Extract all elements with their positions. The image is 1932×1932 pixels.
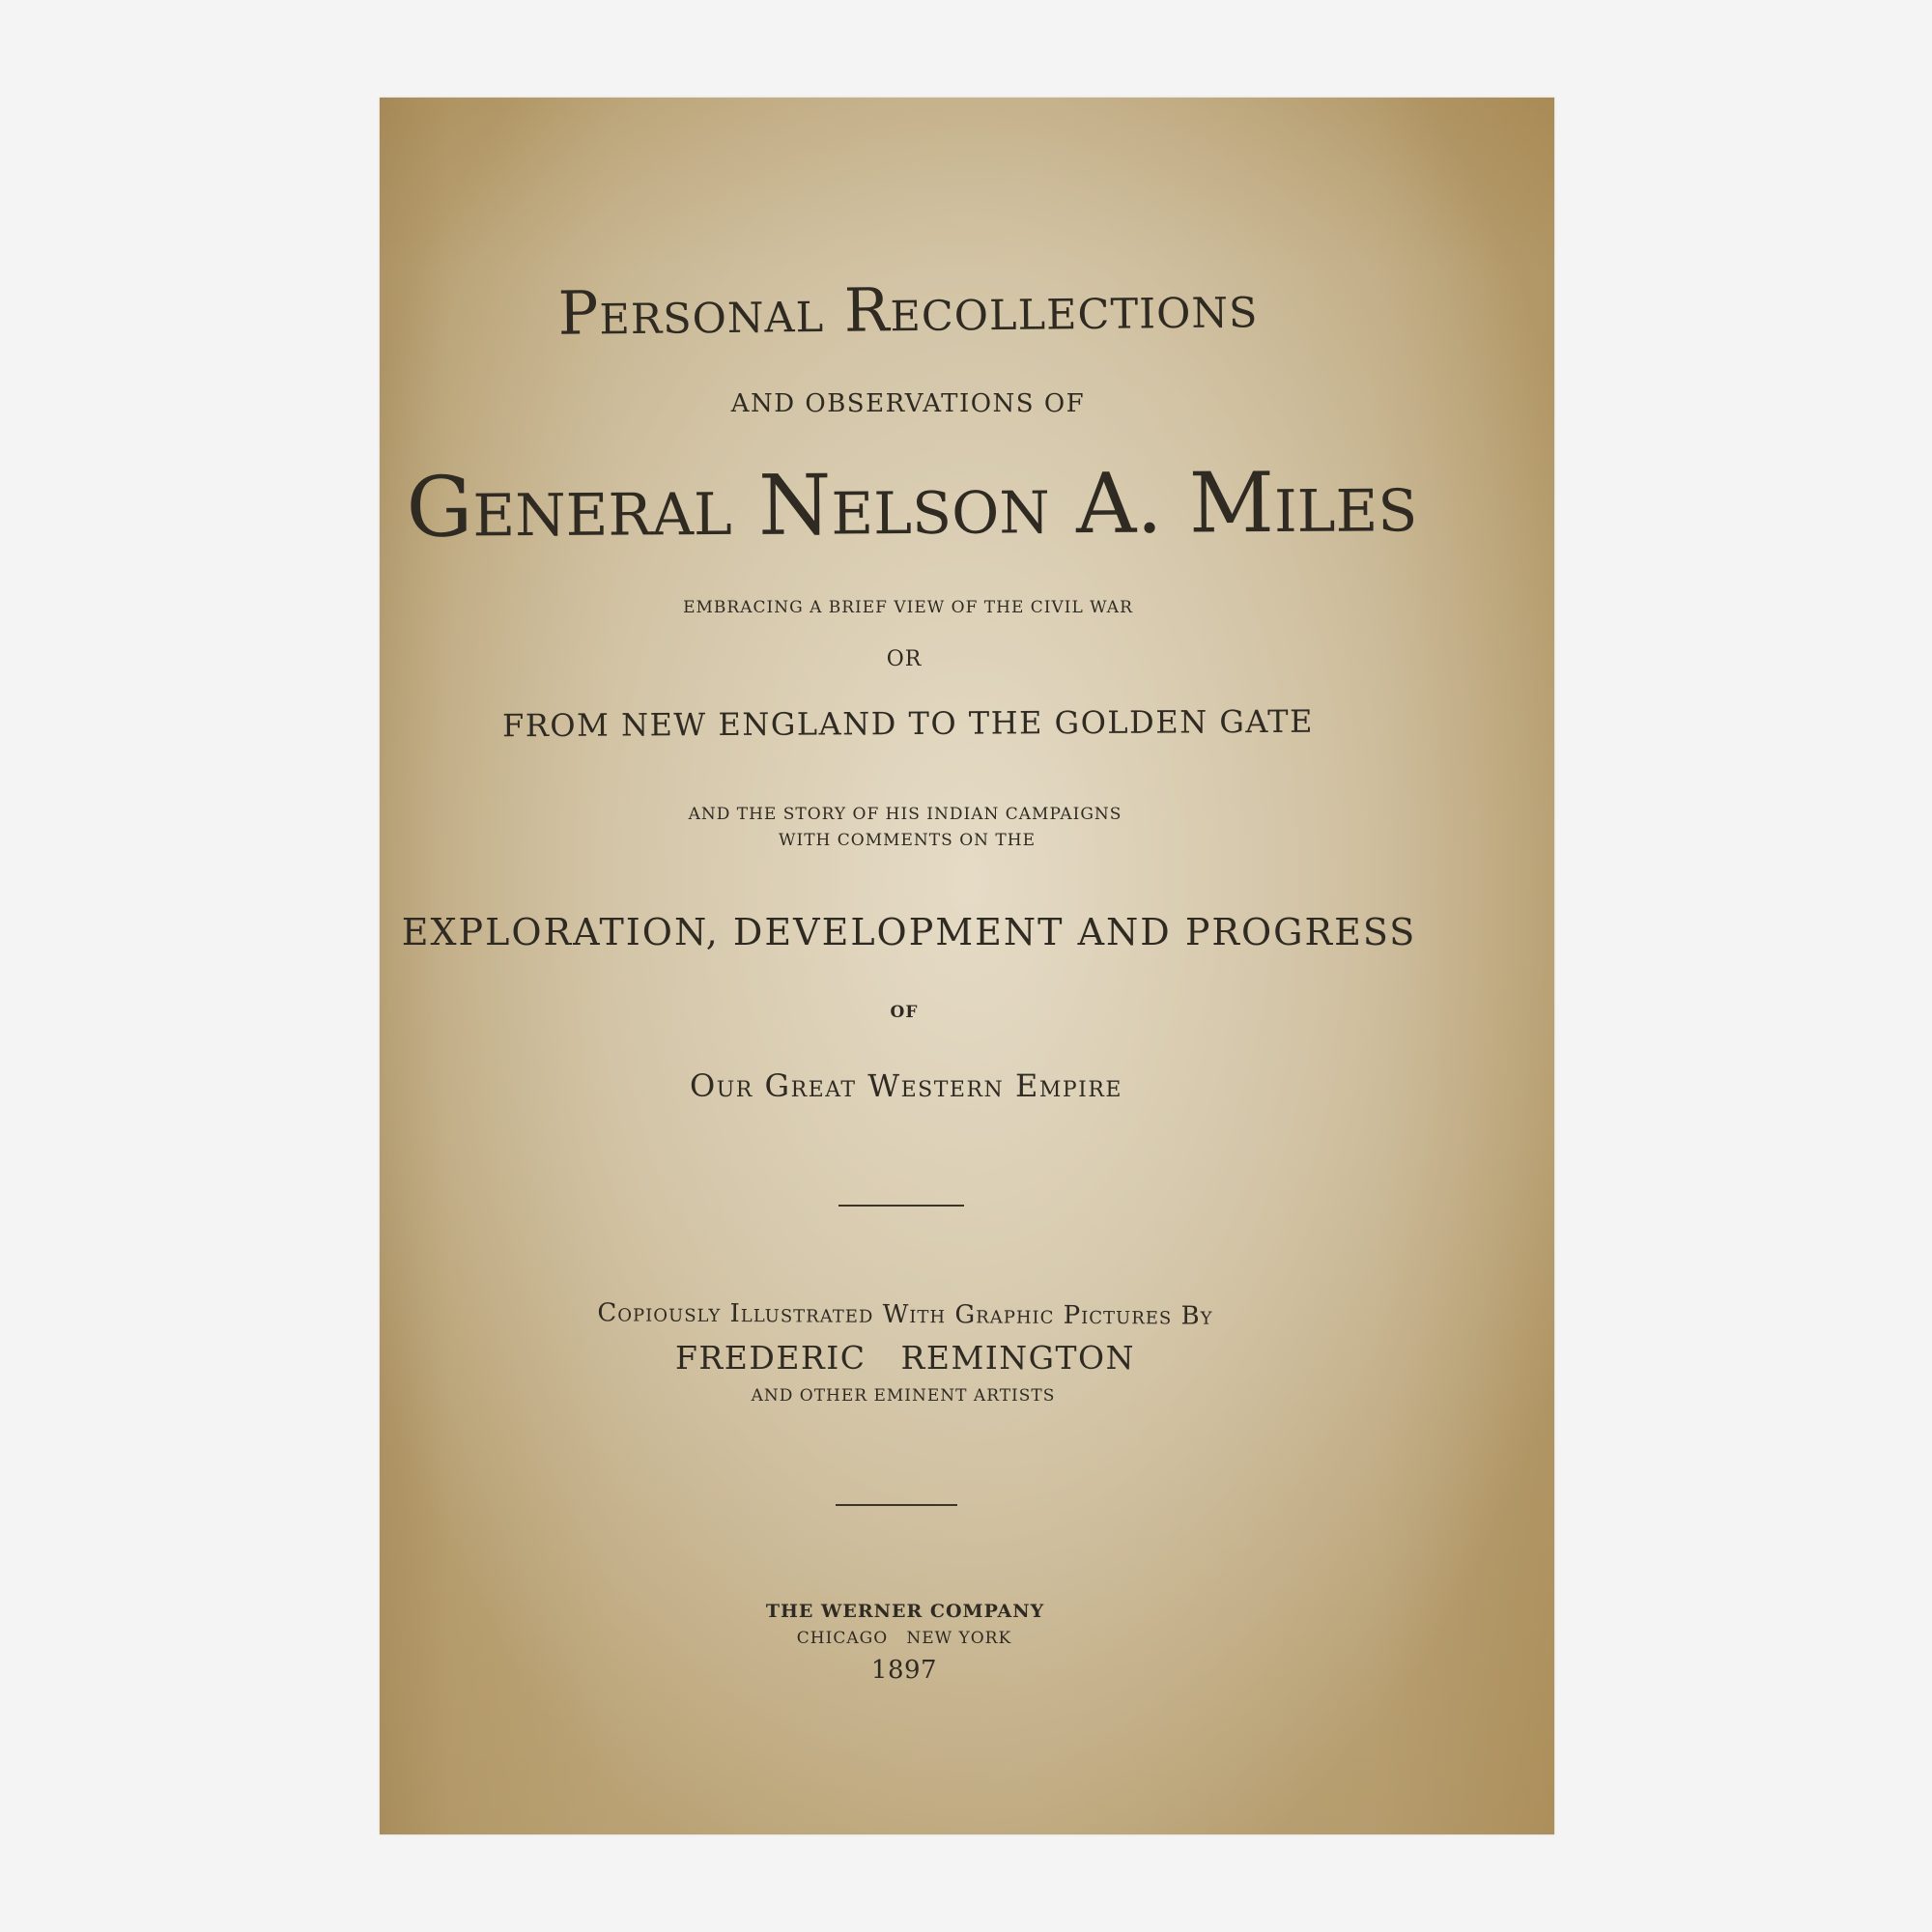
title-line-western-empire: Our Great Western Empire bbox=[690, 1067, 1122, 1104]
publisher-cities: CHICAGO NEW YORK bbox=[796, 1629, 1012, 1648]
title-line-indian-campaigns: AND THE STORY OF HIS INDIAN CAMPAIGNS bbox=[688, 805, 1122, 824]
title-line-new-england: FROM NEW ENGLAND TO THE GOLDEN GATE bbox=[501, 702, 1315, 745]
title-line-of: OF bbox=[890, 1003, 919, 1022]
publisher-name: THE WERNER COMPANY bbox=[765, 1601, 1045, 1622]
title-line-comments: WITH COMMENTS ON THE bbox=[779, 831, 1036, 850]
divider-rule-bottom bbox=[836, 1504, 957, 1506]
title-line-civil-war: EMBRACING A BRIEF VIEW OF THE CIVIL WAR bbox=[683, 598, 1133, 617]
title-line-general-name: General Nelson A. Miles bbox=[406, 454, 1418, 556]
title-line-or: OR bbox=[886, 647, 923, 671]
illustrator-name: FREDERIC REMINGTON bbox=[675, 1339, 1135, 1377]
other-artists-line: AND OTHER EMINENT ARTISTS bbox=[751, 1386, 1056, 1406]
title-line-and-observations: AND OBSERVATIONS OF bbox=[730, 389, 1086, 418]
divider-rule-top bbox=[838, 1205, 964, 1207]
title-line-personal-recollections: Personal Recollections bbox=[557, 270, 1259, 349]
illustration-credit: Copiously Illustrated With Graphic Pictures By bbox=[597, 1298, 1213, 1331]
title-line-exploration: EXPLORATION, DEVELOPMENT AND PROGRESS bbox=[401, 911, 1417, 953]
publication-year: 1897 bbox=[870, 1656, 938, 1685]
title-page-paper bbox=[380, 98, 1554, 1834]
